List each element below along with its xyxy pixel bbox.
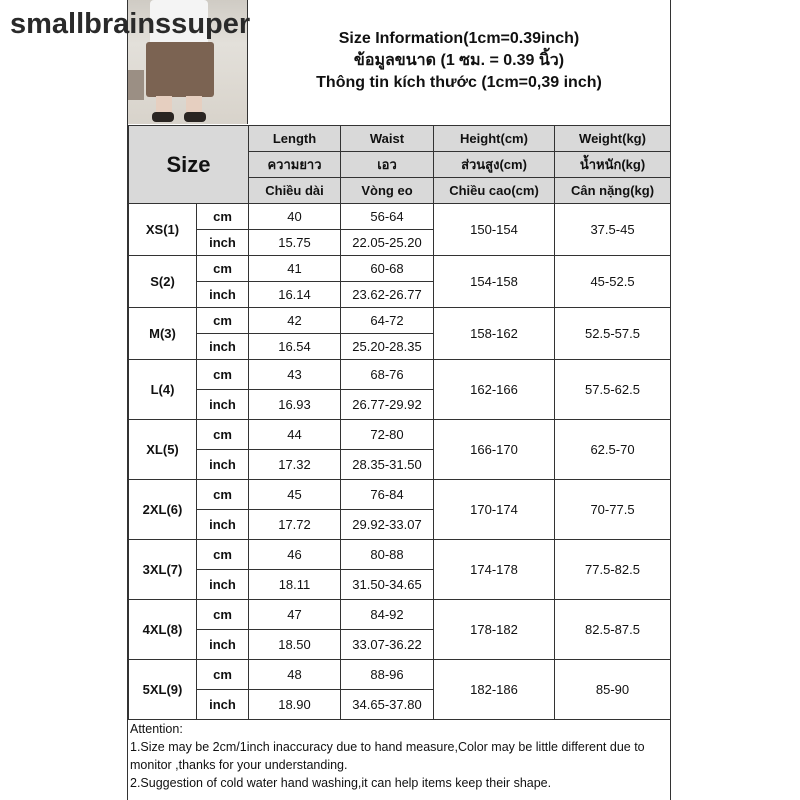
info-line-thai: ข้อมูลขนาด (1 ซม. = 0.39 นิ้ว) bbox=[353, 52, 565, 69]
weight-cell: 62.5-70 bbox=[555, 420, 671, 480]
height-cell: 174-178 bbox=[434, 540, 555, 600]
waist-cm-cell: 72-80 bbox=[341, 420, 434, 450]
unit-inch-cell: inch bbox=[197, 570, 249, 600]
photo-shoe-left bbox=[152, 112, 174, 122]
notes-line-1: 1.Size may be 2cm/1inch inaccuracy due to hand measure,Color may be little different due to monitor ,thanks for your understanding. bbox=[130, 740, 645, 772]
size-name-cell: 4XL(8) bbox=[129, 600, 197, 660]
length-inch-cell: 18.90 bbox=[249, 690, 341, 720]
unit-cm-cell: cm bbox=[197, 308, 249, 334]
unit-inch-cell: inch bbox=[197, 690, 249, 720]
header-length-th: ความยาว bbox=[249, 152, 341, 178]
header-row-english bbox=[129, 126, 671, 152]
table-row bbox=[129, 360, 671, 390]
height-cell: 182-186 bbox=[434, 660, 555, 720]
length-inch-cell: 17.32 bbox=[249, 450, 341, 480]
length-inch-cell: 17.72 bbox=[249, 510, 341, 540]
waist-cm-cell: 80-88 bbox=[341, 540, 434, 570]
length-cm-cell: 45 bbox=[249, 480, 341, 510]
unit-inch-cell: inch bbox=[197, 390, 249, 420]
header-length-en: Length bbox=[249, 126, 341, 152]
unit-inch-cell: inch bbox=[197, 510, 249, 540]
table-row bbox=[129, 540, 671, 570]
unit-cm-cell: cm bbox=[197, 660, 249, 690]
photo-bag bbox=[128, 70, 144, 100]
waist-cm-cell: 64-72 bbox=[341, 308, 434, 334]
unit-inch-cell: inch bbox=[197, 450, 249, 480]
notes-title: Attention: bbox=[130, 722, 183, 736]
waist-inch-cell: 31.50-34.65 bbox=[341, 570, 434, 600]
size-name-cell: 3XL(7) bbox=[129, 540, 197, 600]
watermark-text: smallbrainssuper bbox=[10, 8, 251, 40]
weight-cell: 57.5-62.5 bbox=[555, 360, 671, 420]
info-line-english: Size Information(1cm=0.39inch) bbox=[338, 30, 580, 47]
waist-inch-cell: 22.05-25.20 bbox=[341, 230, 434, 256]
height-cell: 166-170 bbox=[434, 420, 555, 480]
unit-inch-cell: inch bbox=[197, 230, 249, 256]
photo-shorts bbox=[146, 42, 214, 97]
length-cm-cell: 47 bbox=[249, 600, 341, 630]
table-row bbox=[129, 480, 671, 510]
header-height-en: Height(cm) bbox=[434, 126, 555, 152]
waist-cm-cell: 60-68 bbox=[341, 256, 434, 282]
size-information-title bbox=[248, 28, 670, 94]
weight-cell: 70-77.5 bbox=[555, 480, 671, 540]
waist-cm-cell: 68-76 bbox=[341, 360, 434, 390]
length-cm-cell: 46 bbox=[249, 540, 341, 570]
header-waist-en: Waist bbox=[341, 126, 434, 152]
waist-inch-cell: 29.92-33.07 bbox=[341, 510, 434, 540]
unit-inch-cell: inch bbox=[197, 282, 249, 308]
length-inch-cell: 18.11 bbox=[249, 570, 341, 600]
unit-cm-cell: cm bbox=[197, 600, 249, 630]
waist-inch-cell: 34.65-37.80 bbox=[341, 690, 434, 720]
header-height-th: ส่วนสูง(cm) bbox=[434, 152, 555, 178]
attention-notes bbox=[130, 720, 668, 792]
header-waist-th: เอว bbox=[341, 152, 434, 178]
size-name-cell: L(4) bbox=[129, 360, 197, 420]
length-cm-cell: 44 bbox=[249, 420, 341, 450]
length-cm-cell: 48 bbox=[249, 660, 341, 690]
header-length-vi: Chiều dài bbox=[249, 178, 341, 204]
height-cell: 178-182 bbox=[434, 600, 555, 660]
waist-cm-cell: 76-84 bbox=[341, 480, 434, 510]
header-height-vi: Chiều cao(cm) bbox=[434, 178, 555, 204]
length-inch-cell: 16.54 bbox=[249, 334, 341, 360]
waist-inch-cell: 26.77-29.92 bbox=[341, 390, 434, 420]
weight-cell: 52.5-57.5 bbox=[555, 308, 671, 360]
size-name-cell: XS(1) bbox=[129, 204, 197, 256]
size-table bbox=[128, 125, 671, 720]
size-name-cell: M(3) bbox=[129, 308, 197, 360]
waist-inch-cell: 28.35-31.50 bbox=[341, 450, 434, 480]
unit-cm-cell: cm bbox=[197, 256, 249, 282]
unit-inch-cell: inch bbox=[197, 334, 249, 360]
header-waist-vi: Vòng eo bbox=[341, 178, 434, 204]
length-inch-cell: 15.75 bbox=[249, 230, 341, 256]
size-name-cell: XL(5) bbox=[129, 420, 197, 480]
weight-cell: 37.5-45 bbox=[555, 204, 671, 256]
unit-cm-cell: cm bbox=[197, 480, 249, 510]
size-name-cell: S(2) bbox=[129, 256, 197, 308]
table-row bbox=[129, 204, 671, 230]
height-cell: 158-162 bbox=[434, 308, 555, 360]
size-name-cell: 5XL(9) bbox=[129, 660, 197, 720]
unit-inch-cell: inch bbox=[197, 630, 249, 660]
height-cell: 154-158 bbox=[434, 256, 555, 308]
table-row bbox=[129, 420, 671, 450]
unit-cm-cell: cm bbox=[197, 360, 249, 390]
unit-cm-cell: cm bbox=[197, 540, 249, 570]
unit-cm-cell: cm bbox=[197, 420, 249, 450]
waist-cm-cell: 88-96 bbox=[341, 660, 434, 690]
table-row bbox=[129, 256, 671, 282]
weight-cell: 77.5-82.5 bbox=[555, 540, 671, 600]
waist-cm-cell: 84-92 bbox=[341, 600, 434, 630]
photo-shoe-right bbox=[184, 112, 206, 122]
length-cm-cell: 42 bbox=[249, 308, 341, 334]
header-weight-en: Weight(kg) bbox=[555, 126, 671, 152]
length-cm-cell: 40 bbox=[249, 204, 341, 230]
length-inch-cell: 16.14 bbox=[249, 282, 341, 308]
weight-cell: 82.5-87.5 bbox=[555, 600, 671, 660]
table-row bbox=[129, 308, 671, 334]
header-weight-vi: Cân nặng(kg) bbox=[555, 178, 671, 204]
weight-cell: 45-52.5 bbox=[555, 256, 671, 308]
size-header: Size bbox=[129, 126, 249, 204]
weight-cell: 85-90 bbox=[555, 660, 671, 720]
size-chart-sheet bbox=[127, 0, 671, 800]
table-row bbox=[129, 660, 671, 690]
height-cell: 170-174 bbox=[434, 480, 555, 540]
height-cell: 162-166 bbox=[434, 360, 555, 420]
waist-inch-cell: 25.20-28.35 bbox=[341, 334, 434, 360]
length-cm-cell: 43 bbox=[249, 360, 341, 390]
notes-line-2: 2.Suggestion of cold water hand washing,it can help items keep their shape. bbox=[130, 776, 552, 790]
table-row bbox=[129, 600, 671, 630]
info-line-vietnamese: Thông tin kích thước (1cm=0,39 inch) bbox=[316, 74, 602, 91]
size-name-cell: 2XL(6) bbox=[129, 480, 197, 540]
waist-inch-cell: 33.07-36.22 bbox=[341, 630, 434, 660]
length-inch-cell: 16.93 bbox=[249, 390, 341, 420]
waist-inch-cell: 23.62-26.77 bbox=[341, 282, 434, 308]
length-cm-cell: 41 bbox=[249, 256, 341, 282]
length-inch-cell: 18.50 bbox=[249, 630, 341, 660]
header-weight-th: น้ำหนัก(kg) bbox=[555, 152, 671, 178]
waist-cm-cell: 56-64 bbox=[341, 204, 434, 230]
unit-cm-cell: cm bbox=[197, 204, 249, 230]
height-cell: 150-154 bbox=[434, 204, 555, 256]
